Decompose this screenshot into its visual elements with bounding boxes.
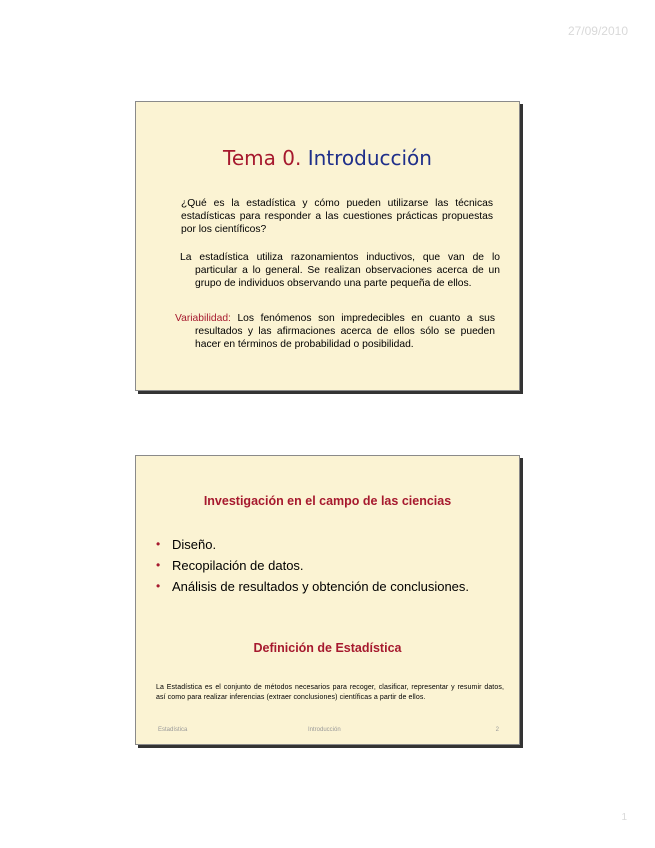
list-item: [156, 534, 469, 555]
bullet-icon: •: [156, 579, 161, 593]
page-date: 27/09/2010: [567, 24, 628, 38]
list-item-text: Diseño.: [172, 537, 217, 552]
variability-label: Variabilidad:: [175, 313, 231, 324]
variability-text: Los fenómenos son impredecibles en cuanto a sus resultados y las afirmaciones acerca de ellos sólo se pueden hacer en términos de probabilidad o posibilidad.: [195, 313, 495, 350]
heading-definition: Definición de Estadística: [253, 641, 402, 655]
title-name: Introducción: [307, 146, 432, 170]
bullet-icon: •: [156, 558, 161, 572]
paragraph-variability: [175, 312, 495, 351]
paragraph-inductive: [180, 251, 500, 290]
footer-slide-number: 2: [495, 727, 499, 733]
paragraph-question: ¿Qué es la estadística y cómo pueden utilizarse las técnicas estadísticas para responder a las cuestiones prácticas propuestas por los científicos?: [181, 198, 493, 235]
list-item-text: Recopilación de datos.: [172, 558, 304, 573]
page-number: 1: [621, 812, 627, 823]
list-item: [156, 555, 469, 576]
slide-1: [135, 101, 520, 391]
footer-left: Estadística: [158, 727, 188, 733]
paragraph-inductive-text: La estadística utiliza razonamientos inductivos, que van de lo particular a lo general. Se realizan observaciones acerca de un grupo de individuos observando una parte pequeña de ellos.: [180, 252, 500, 289]
heading-research: Investigación en el campo de las ciencias: [203, 494, 452, 508]
title-number: Tema 0.: [223, 146, 302, 170]
slide-2: [135, 455, 520, 745]
list-item-text: Análisis de resultados y obtención de conclusiones.: [172, 579, 470, 594]
bullet-icon: •: [156, 537, 161, 551]
slide-title: [136, 146, 519, 170]
bullet-list: [156, 534, 469, 597]
list-item: [156, 576, 469, 597]
definition-text: La Estadística es el conjunto de métodos necesarios para recoger, clasificar, representar y resumir datos, así como para realizar inferencias (extraer conclusiones) científicas a partir de ellos.: [156, 684, 504, 701]
footer-center: Introducción: [308, 727, 341, 733]
